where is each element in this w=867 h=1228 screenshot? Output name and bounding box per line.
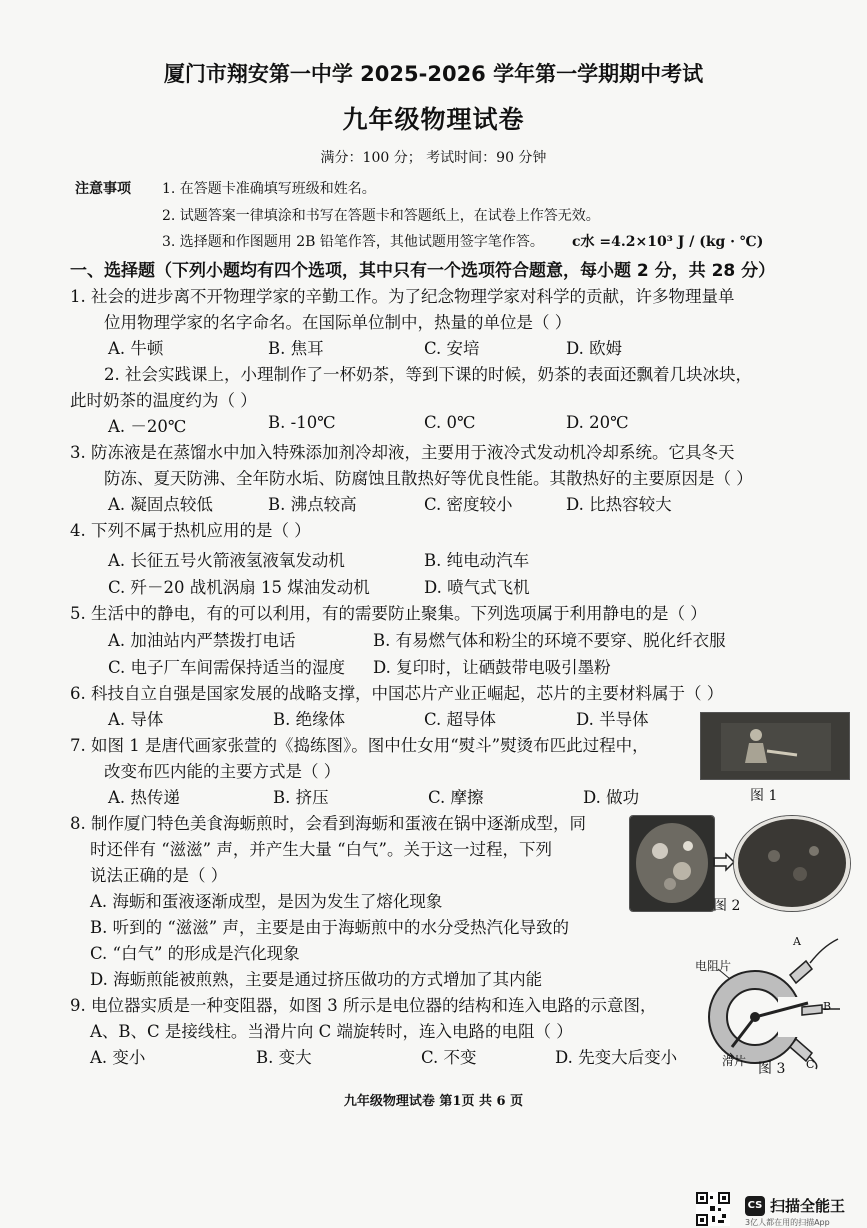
q3-option-c: C. 密度较小 xyxy=(424,495,513,514)
q4-option-a: A. 长征五号火箭液氢液氧发动机 xyxy=(108,551,345,570)
q9-option-a: A. 变小 xyxy=(90,1048,146,1067)
q1-option-c: C. 安培 xyxy=(424,339,480,358)
q9-option-b: B. 变大 xyxy=(256,1048,312,1067)
q8-stem: 说法正确的是（ ） xyxy=(90,866,228,885)
q2-option-b: B. -10℃ xyxy=(268,413,336,432)
q1-option-d: D. 欧姆 xyxy=(566,339,623,358)
q1-stem: 1. 社会的进步离不开物理学家的辛勤工作。为了纪念物理学家对科学的贡献，许多物理量单 xyxy=(70,287,735,306)
q9-stem: 9. 电位器实质是一种变阻器，如图 3 所示是电位器的结构和连入电路的示意图， xyxy=(70,996,657,1015)
figure-2-caption: 图 2 xyxy=(713,898,741,914)
figure-3-label-c: C xyxy=(806,1058,815,1071)
figure-2-image-left xyxy=(629,815,715,912)
q4-option-b: B. 纯电动汽车 xyxy=(424,551,530,570)
qr-code-icon xyxy=(696,1192,730,1226)
scanner-tagline: 3亿人都在用的扫描App xyxy=(745,1218,830,1227)
q7-option-a: A. 热传递 xyxy=(108,788,180,807)
q3-option-b: B. 沸点较高 xyxy=(268,495,357,514)
figure-3-caption: 图 3 xyxy=(758,1061,786,1077)
q3-option-a: A. 凝固点较低 xyxy=(108,495,213,514)
q8-option-d: D. 海蛎煎能被煎熟，主要是通过挤压做功的方式增加了其内能 xyxy=(90,970,543,989)
q1-option-a: A. 牛顿 xyxy=(108,339,164,358)
q1-stem: 位用物理学家的名字命名。在国际单位制中，热量的单位是（ ） xyxy=(104,313,572,332)
note-item: 1. 在答题卡准确填写班级和姓名。 xyxy=(162,181,376,197)
q6-option-a: A. 导体 xyxy=(108,710,164,729)
q8-option-a: A. 海蛎和蛋液逐渐成型，是因为发生了熔化现象 xyxy=(90,892,443,911)
q5-option-d: D. 复印时，让硒鼓带电吸引墨粉 xyxy=(373,658,611,677)
q6-option-b: B. 绝缘体 xyxy=(273,710,346,729)
figure-3-label-resistor: 电阻片 xyxy=(695,959,732,973)
q6-stem: 6. 科技自立自强是国家发展的战略支撑，中国芯片产业正崛起，芯片的主要材料属于（ ） xyxy=(70,684,724,703)
q6-option-c: C. 超导体 xyxy=(424,710,497,729)
q5-option-c: C. 电子厂车间需保持适当的湿度 xyxy=(108,658,346,677)
note-item: 3. 选择题和作图题用 2B 铅笔作答，其他试题用签字笔作答。 xyxy=(162,234,544,250)
q6-option-d: D. 半导体 xyxy=(576,710,649,729)
q8-stem: 时还伴有 “滋滋” 声，并产生大量 “白气”。关于这一过程，下列 xyxy=(90,840,552,859)
exam-title: 九年级物理试卷 xyxy=(342,105,525,134)
q2-stem: 2. 社会实践课上，小理制作了一杯奶茶，等到下课的时候，奶茶的表面还飘着几块冰块， xyxy=(104,365,752,384)
q4-option-c: C. 歼－20 战机涡扇 15 煤油发动机 xyxy=(108,578,370,597)
note-item: 2. 试题答案一律填涂和书写在答题卡和答题纸上，在试卷上作答无效。 xyxy=(162,208,600,224)
q9-option-d: D. 先变大后变小 xyxy=(555,1048,678,1067)
q8-option-b: B. 听到的 “滋滋” 声，主要是由于海蛎煎中的水分受热汽化导致的 xyxy=(90,918,569,937)
q1-option-b: B. 焦耳 xyxy=(268,339,324,358)
q5-stem: 5. 生活中的静电，有的可以利用，有的需要防止聚集。下列选项属于利用静电的是（ ） xyxy=(70,604,707,623)
q4-stem: 4. 下列不属于热机应用的是（ ） xyxy=(70,521,311,540)
q2-stem: 此时奶茶的温度约为（ ） xyxy=(70,391,257,410)
scanner-name: 扫描全能王 xyxy=(770,1197,846,1215)
water-specific-heat: c水 =4.2×10³ J / (kg · ℃) xyxy=(572,234,764,250)
q7-option-c: C. 摩擦 xyxy=(428,788,484,807)
q2-option-a: A. －20℃ xyxy=(108,417,187,436)
q3-option-d: D. 比热容较大 xyxy=(566,495,672,514)
q3-stem: 3. 防冻液是在蒸馏水中加入特殊添加剂冷却液，主要用于液冷式发动机冷却系统。它具冬天 xyxy=(70,443,735,462)
figure-2-image-right xyxy=(733,815,851,912)
q3-stem: 防冻、夏天防沸、全年防水垢、防腐蚀且散热好等优良性能。其散热好的主要原因是（ ） xyxy=(104,469,753,488)
figure-3-label-slider: 滑片 xyxy=(722,1054,747,1068)
q8-stem: 8. 制作厦门特色美食海蛎煎时，会看到海蛎和蛋液在锅中逐渐成型，同 xyxy=(70,814,586,833)
section-heading: 一、选择题（下列小题均有四个选项，其中只有一个选项符合题意，每小题 2 分，共 28 分） xyxy=(70,261,776,281)
scanner-logo: CS xyxy=(745,1196,765,1216)
q2-option-d: D. 20℃ xyxy=(566,413,629,432)
q7-stem: 改变布匹内能的主要方式是（ ） xyxy=(104,762,341,781)
q4-option-d: D. 喷气式飞机 xyxy=(424,578,530,597)
exam-meta: 满分：100 分； 考试时间：90 分钟 xyxy=(320,150,547,166)
q7-stem: 7. 如图 1 是唐代画家张萱的《捣练图》。图中仕女用“熨斗”熨烫布匹此过程中， xyxy=(70,736,649,755)
q8-option-c: C. “白气” 的形成是汽化现象 xyxy=(90,944,300,963)
q5-option-a: A. 加油站内严禁拨打电话 xyxy=(108,631,296,650)
figure-3-label-a: A xyxy=(793,935,801,948)
notes-label: 注意事项 xyxy=(75,181,131,197)
q7-option-b: B. 挤压 xyxy=(273,788,329,807)
school-title: 厦门市翔安第一中学 2025-2026 学年第一学期期中考试 xyxy=(163,62,704,86)
q7-option-d: D. 做功 xyxy=(583,788,640,807)
q2-option-c: C. 0℃ xyxy=(424,413,476,432)
q9-stem: A、B、C 是接线柱。当滑片向 C 端旋转时，连入电路的电阻（ ） xyxy=(90,1022,573,1041)
q5-option-b: B. 有易燃气体和粉尘的环境不要穿、脱化纤衣服 xyxy=(373,631,726,650)
q9-option-c: C. 不变 xyxy=(421,1048,477,1067)
figure-3-label-b: B xyxy=(823,1000,832,1013)
page-footer: 九年级物理试卷 第1页 共 6 页 xyxy=(343,1094,524,1109)
figure-1-image xyxy=(700,712,850,780)
figure-1-caption: 图 1 xyxy=(750,788,778,804)
